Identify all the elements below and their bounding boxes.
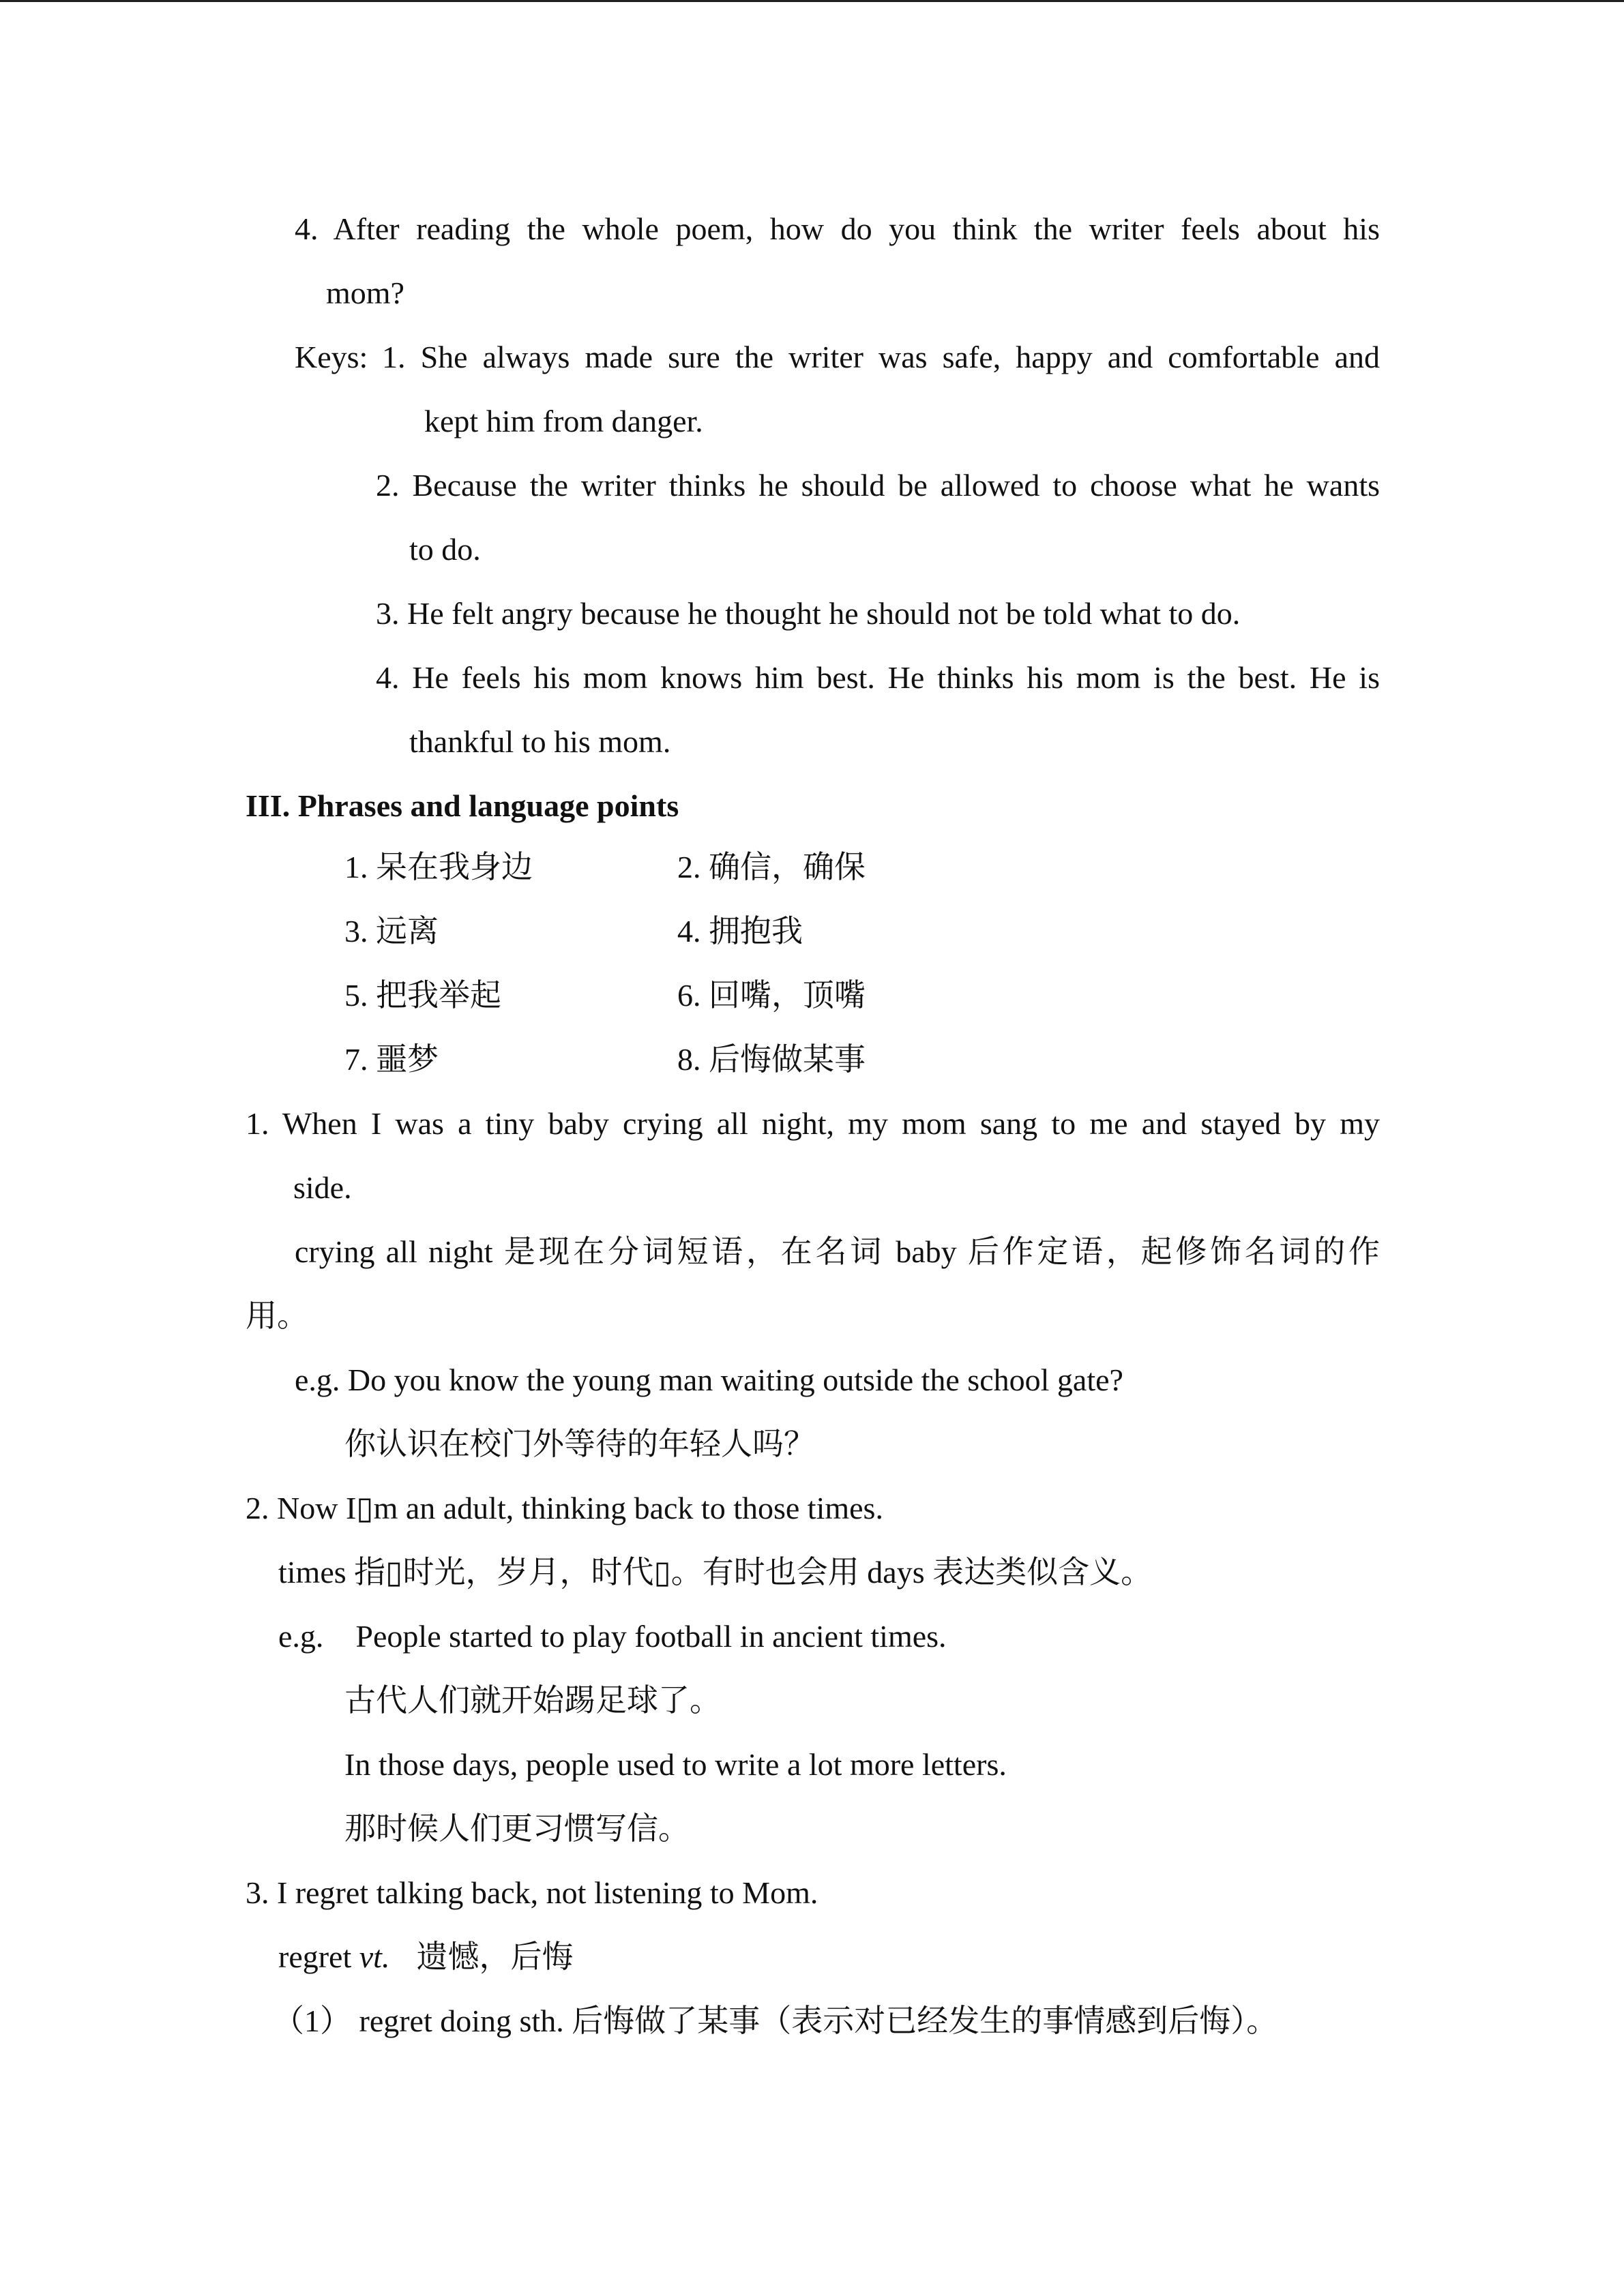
note-word: night — [428, 1234, 493, 1269]
example-text: People started to play football in ancient times. — [355, 1619, 947, 1654]
point-2-example-1-zh: 古代人们就开始踢足球了。 — [344, 1683, 721, 1718]
key-1-line-1: 1. She always made sure the writer was safe, happy and comfortable and — [382, 340, 1380, 374]
phrase-text: 远离 — [376, 914, 439, 949]
question-4-line-1: 4. After reading the whole poem, how do you think the writer feels about his — [295, 211, 1380, 246]
section-3-heading: III. Phrases and language points — [246, 788, 679, 823]
point-2-line-1: 2. Now I▯m an adult, thinking back to those times. — [246, 1491, 883, 1525]
point-1-example-zh: 你认识在校门外等待的年轻人吗？ — [344, 1427, 815, 1461]
page-top-border — [0, 0, 1624, 2]
key-2-line-2: to do. — [409, 532, 481, 567]
phrase-text: 回嘴，顶嘴 — [709, 978, 866, 1013]
vocab-word: regret — [278, 1939, 352, 1974]
point-3-line-1: 3. I regret talking back, not listening to Mom. — [246, 1875, 818, 1910]
note-word: crying — [295, 1234, 375, 1269]
phrase-text: 把我举起 — [376, 978, 501, 1013]
point-2-example-2-en: In those days, people used to write a lot more letters. — [344, 1747, 1007, 1782]
keys-label: Keys: — [295, 340, 368, 374]
phrase-text: 拥抱我 — [709, 914, 803, 949]
phrase-text: 噩梦 — [376, 1042, 439, 1077]
phrase-number: 4. — [677, 914, 701, 949]
point-1-note-line-2: 用。 — [246, 1298, 308, 1333]
phrase-2 — [677, 847, 866, 888]
point-1-note — [295, 1232, 1380, 1272]
phrase-number: 3. — [344, 914, 368, 949]
phrase-6 — [677, 975, 866, 1016]
phrase-text: 确信，确保 — [709, 850, 866, 884]
phrase-text: 后悔做某事 — [709, 1042, 866, 1077]
part-of-speech: vt. — [359, 1939, 390, 1974]
phrase-number: 8. — [677, 1042, 701, 1077]
key-3: 3. He felt angry because he thought he should not be told what to do. — [376, 596, 1241, 631]
key-4-line-1: 4. He feels his mom knows him best. He thinks his mom is the best. He is — [376, 660, 1380, 695]
phrase-5 — [344, 975, 501, 1016]
phrase-8 — [677, 1039, 866, 1080]
question-4-line-2: mom? — [326, 275, 404, 310]
phrase-number: 2. — [677, 850, 701, 884]
phrase-7 — [344, 1039, 439, 1080]
key-1-line-2: kept him from danger. — [424, 404, 703, 438]
eg-label: e.g. — [278, 1619, 324, 1654]
key-2-line-1: 2. Because the writer thinks he should be allowed to choose what he wants — [376, 468, 1380, 503]
point-3-usage-1 — [273, 2001, 1278, 2042]
phrase-number: 5. — [344, 978, 368, 1013]
point-2-example-2-zh: 那时候人们更习惯写信。 — [344, 1811, 690, 1846]
phrase-number: 6. — [677, 978, 701, 1013]
usage-number: （1） — [273, 2003, 351, 2038]
phrase-number: 1. — [344, 850, 368, 884]
phrase-text: 呆在我身边 — [376, 850, 533, 884]
word-meaning: 遗憾，后悔 — [416, 1939, 574, 1974]
point-1-line-2: side. — [293, 1170, 352, 1205]
note-word: all — [385, 1234, 417, 1269]
point-2-example-1 — [278, 1616, 947, 1657]
point-1-line-1: 1. When I was a tiny baby crying all night, my mom sang to me and stayed by my — [246, 1106, 1380, 1141]
phrase-1 — [344, 847, 533, 888]
usage-text: regret doing sth. 后悔做了某事（表示对已经发生的事情感到后悔）。 — [359, 2003, 1278, 2038]
phrase-3 — [344, 911, 439, 952]
point-3-definition — [278, 1937, 573, 1978]
point-2-note: times 指▯时光，岁月，时代▯。有时也会用 days 表达类似含义。 — [278, 1555, 1153, 1590]
phrase-4 — [677, 911, 803, 952]
key-4-line-2: thankful to his mom. — [409, 724, 671, 759]
phrase-number: 7. — [344, 1042, 368, 1077]
point-1-example-en: e.g. Do you know the young man waiting outside the school gate? — [295, 1362, 1123, 1397]
note-explanation: 是现在分词短语，在名词 baby 后作定语，起修饰名词的作 — [503, 1234, 1381, 1269]
